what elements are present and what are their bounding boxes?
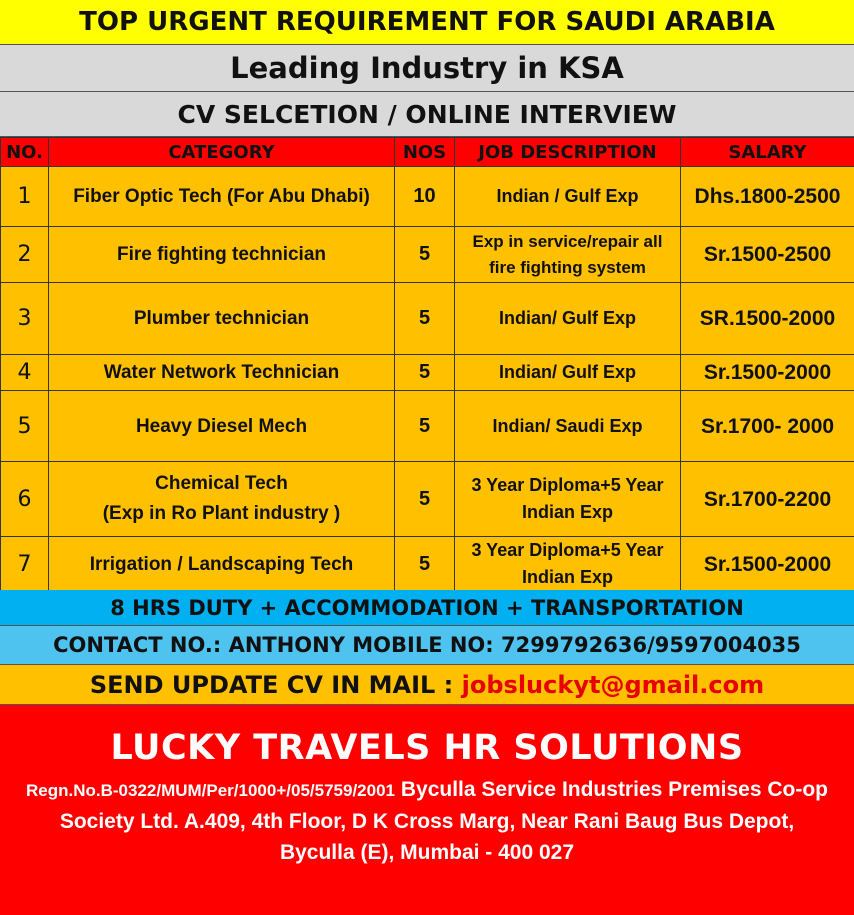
benefits-banner: 8 HRS DUTY + ACCOMMODATION + TRANSPORTATION	[0, 590, 854, 626]
poster-subtitle: Leading Industry in KSA	[0, 45, 854, 92]
row-salary: Sr.1500-2000	[681, 355, 854, 391]
table-row	[1, 391, 854, 462]
row-no: 6	[1, 462, 49, 537]
email-link[interactable]: jobsluckyt@gmail.com	[461, 670, 765, 699]
row-nos: 5	[395, 355, 455, 391]
address-line-2: Byculla (E), Mumbai - 400 027	[279, 841, 575, 864]
company-address	[0, 774, 854, 868]
table-header-row	[1, 138, 854, 167]
table-row	[1, 462, 854, 537]
row-category: Plumber technician	[49, 283, 395, 355]
company-name: LUCKY TRAVELS HR SOLUTIONS	[110, 728, 744, 768]
contact-banner: CONTACT NO.: ANTHONY MOBILE NO: 7299792636/9597004035	[0, 626, 854, 665]
row-no: 2	[1, 227, 49, 283]
selection-note: CV SELCETION / ONLINE INTERVIEW	[0, 92, 854, 137]
row-nos: 5	[395, 391, 455, 462]
row-description: 3 Year Diploma+5 Year Indian Exp	[455, 462, 681, 537]
row-category: Irrigation / Landscaping Tech	[49, 537, 395, 592]
row-category: Chemical Tech (Exp in Ro Plant industry )	[49, 462, 395, 537]
col-nos: NOS	[395, 138, 455, 167]
job-table	[0, 137, 854, 592]
row-description: Indian/ Gulf Exp	[455, 355, 681, 391]
row-no: 7	[1, 537, 49, 592]
row-salary: Dhs.1800-2500	[681, 167, 854, 227]
row-no: 5	[1, 391, 49, 462]
row-no: 3	[1, 283, 49, 355]
row-no: 1	[1, 167, 49, 227]
row-salary: Sr.1500-2500	[681, 227, 854, 283]
table-row	[1, 283, 854, 355]
company-footer	[0, 705, 854, 915]
col-no: NO.	[1, 138, 49, 167]
row-description: Exp in service/repair all fire fighting system	[455, 227, 681, 283]
mail-banner	[0, 665, 854, 705]
table-row	[1, 355, 854, 391]
address-line-1: Byculla Service Industries Premises Co-op Society Ltd. A.409, 4th Floor, D K Cross Marg, Near Rani Baug Bus Depot,	[59, 778, 829, 833]
row-nos: 5	[395, 537, 455, 592]
row-category: Fiber Optic Tech (For Abu Dhabi)	[49, 167, 395, 227]
table-row	[1, 227, 854, 283]
row-salary: SR.1500-2000	[681, 283, 854, 355]
row-description: Indian/ Gulf Exp	[455, 283, 681, 355]
col-job-description: JOB DESCRIPTION	[455, 138, 681, 167]
row-description: 3 Year Diploma+5 Year Indian Exp	[455, 537, 681, 592]
table-row	[1, 167, 854, 227]
mail-label: SEND UPDATE CV IN MAIL :	[89, 670, 462, 699]
row-nos: 5	[395, 283, 455, 355]
col-salary: SALARY	[681, 138, 854, 167]
row-description: Indian / Gulf Exp	[455, 167, 681, 227]
row-nos: 10	[395, 167, 455, 227]
row-category: Heavy Diesel Mech	[49, 391, 395, 462]
row-salary: Sr.1500-2000	[681, 537, 854, 592]
registration-number: Regn.No.B-0322/MUM/Per/1000+/05/5759/2001	[25, 781, 395, 800]
row-no: 4	[1, 355, 49, 391]
poster-title: TOP URGENT REQUIREMENT FOR SAUDI ARABIA	[0, 0, 854, 45]
row-description: Indian/ Saudi Exp	[455, 391, 681, 462]
row-nos: 5	[395, 227, 455, 283]
table-row	[1, 537, 854, 592]
row-category: Water Network Technician	[49, 355, 395, 391]
row-salary: Sr.1700- 2000	[681, 391, 854, 462]
row-nos: 5	[395, 462, 455, 537]
col-category: CATEGORY	[49, 138, 395, 167]
row-salary: Sr.1700-2200	[681, 462, 854, 537]
row-category: Fire fighting technician	[49, 227, 395, 283]
